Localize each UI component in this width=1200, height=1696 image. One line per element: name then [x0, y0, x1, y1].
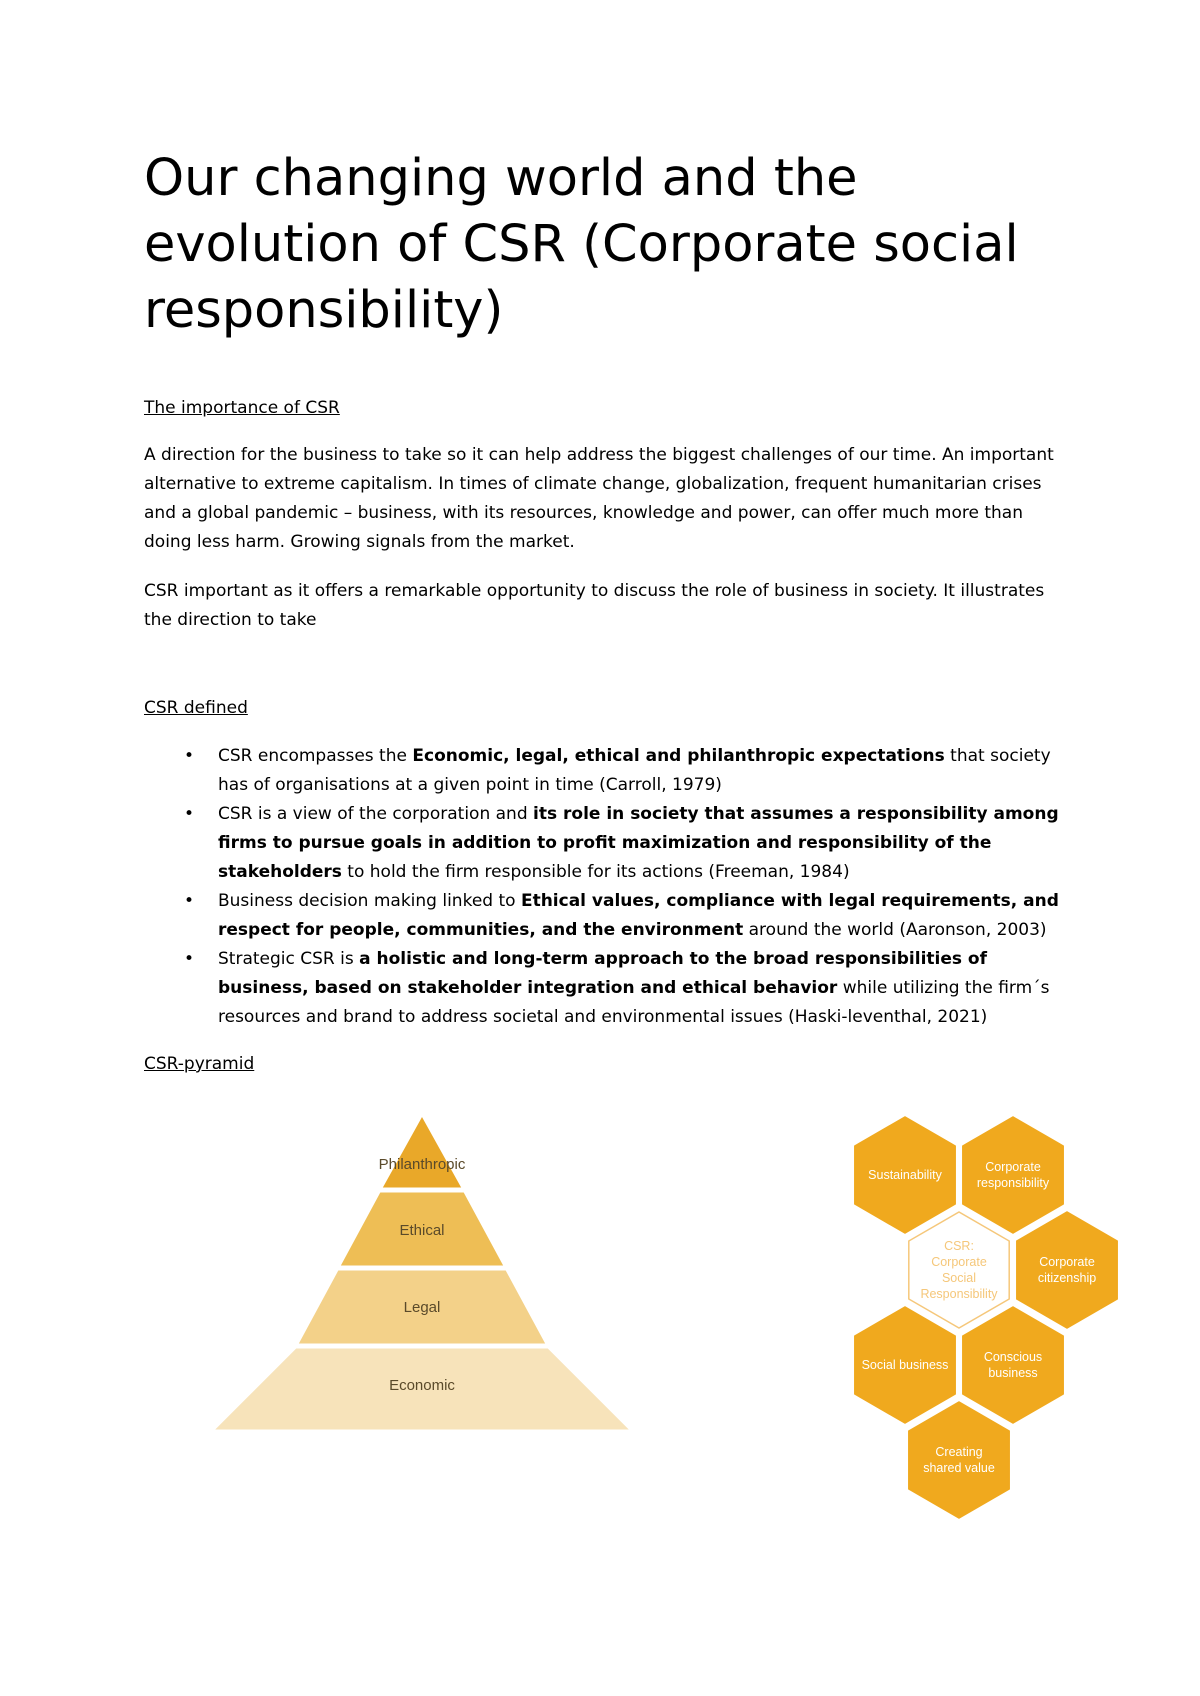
- hexagon-item: [1017, 1212, 1117, 1328]
- hexagon-item: [963, 1307, 1063, 1423]
- definition-item: • Business decision making linked to Ethical values, compliance with legal requirements, and respect for people, communities, and the environment around the world (Aaronson, 2003): [144, 887, 1064, 945]
- csr-hexagon-figure: [850, 1110, 1150, 1560]
- hexagon-item-label: citizenship: [1037, 1271, 1097, 1285]
- definition-item: • Strategic CSR is a holistic and long-term approach to the broad responsibilities of business, based on stakeholder integration and ethical behavior while utilizing the firm´s resources and brand to address societal and environmental issues (Haski-leventhal, 2021): [144, 945, 1064, 1032]
- hexagon-item: [963, 1117, 1063, 1233]
- pyramid-level-philanthropic: [382, 1116, 462, 1188]
- paragraph-importance-1: A direction for the business to take so it can help address the biggest challenges of our time. An important alternative to extreme capitalism. In times of climate change, globalization, frequent humanitarian crises and a global pandemic – business, with its resources, knowledge and power, can offer much more than doing less harm. Growing signals from the market.: [144, 445, 1054, 552]
- hexagon-center-label: Responsibility: [920, 1287, 998, 1301]
- hexagon-item-label: Corporate: [1039, 1255, 1095, 1269]
- csr-pyramid-figure: [210, 1110, 640, 1435]
- hexagon-item-label: Corporate: [985, 1160, 1041, 1174]
- definitions-list: [144, 742, 1064, 1032]
- definition-item: • CSR is a view of the corporation and its role in society that assumes a responsibility among firms to pursue goals in addition to profit maximization and responsibility of the stakeholders to hold the firm responsible for its actions (Freeman, 1984): [144, 800, 1064, 887]
- hexagon-item-label: business: [988, 1366, 1038, 1380]
- heading-csr-pyramid: CSR-pyramid: [144, 1054, 255, 1074]
- bullet-icon: •: [184, 746, 195, 766]
- hexagon-item-label: shared value: [923, 1461, 995, 1475]
- paragraph-importance-2: CSR important as it offers a remarkable opportunity to discuss the role of business in society. It illustrates the direction to take: [144, 581, 1045, 630]
- hexagon-item-label: Conscious: [983, 1350, 1043, 1364]
- pyramid-label-philanthropic: Philanthropic: [378, 1156, 466, 1173]
- bullet-icon: •: [184, 891, 195, 911]
- hexagon-item-label: Social business: [861, 1358, 949, 1372]
- hexagon-item-label: Sustainability: [868, 1168, 942, 1182]
- hexagon-item: [909, 1402, 1009, 1518]
- hexagon-center-label: CSR:: [944, 1239, 974, 1253]
- hexagon-center-label: Social: [941, 1271, 977, 1285]
- hexagon-center: [909, 1212, 1009, 1328]
- page-title: Our changing world and the evolution of CSR (Corporate social responsibility): [144, 149, 1019, 340]
- heading-importance: The importance of CSR: [144, 398, 340, 418]
- bullet-icon: •: [184, 949, 195, 969]
- pyramid-label-ethical: Ethical: [399, 1222, 445, 1239]
- hexagon-center-label: Corporate: [931, 1255, 987, 1269]
- pyramid-label-legal: Legal: [403, 1299, 441, 1316]
- bullet-icon: •: [184, 804, 195, 824]
- heading-csr-defined: CSR defined: [144, 698, 248, 718]
- hexagon-item-label: Creating: [935, 1445, 983, 1459]
- definition-item: • CSR encompasses the Economic, legal, ethical and philanthropic expectations that society has of organisations at a given point in time (Carroll, 1979): [144, 742, 1064, 800]
- pyramid-label-economic: Economic: [389, 1377, 455, 1394]
- hexagon-item-label: responsibility: [976, 1176, 1050, 1190]
